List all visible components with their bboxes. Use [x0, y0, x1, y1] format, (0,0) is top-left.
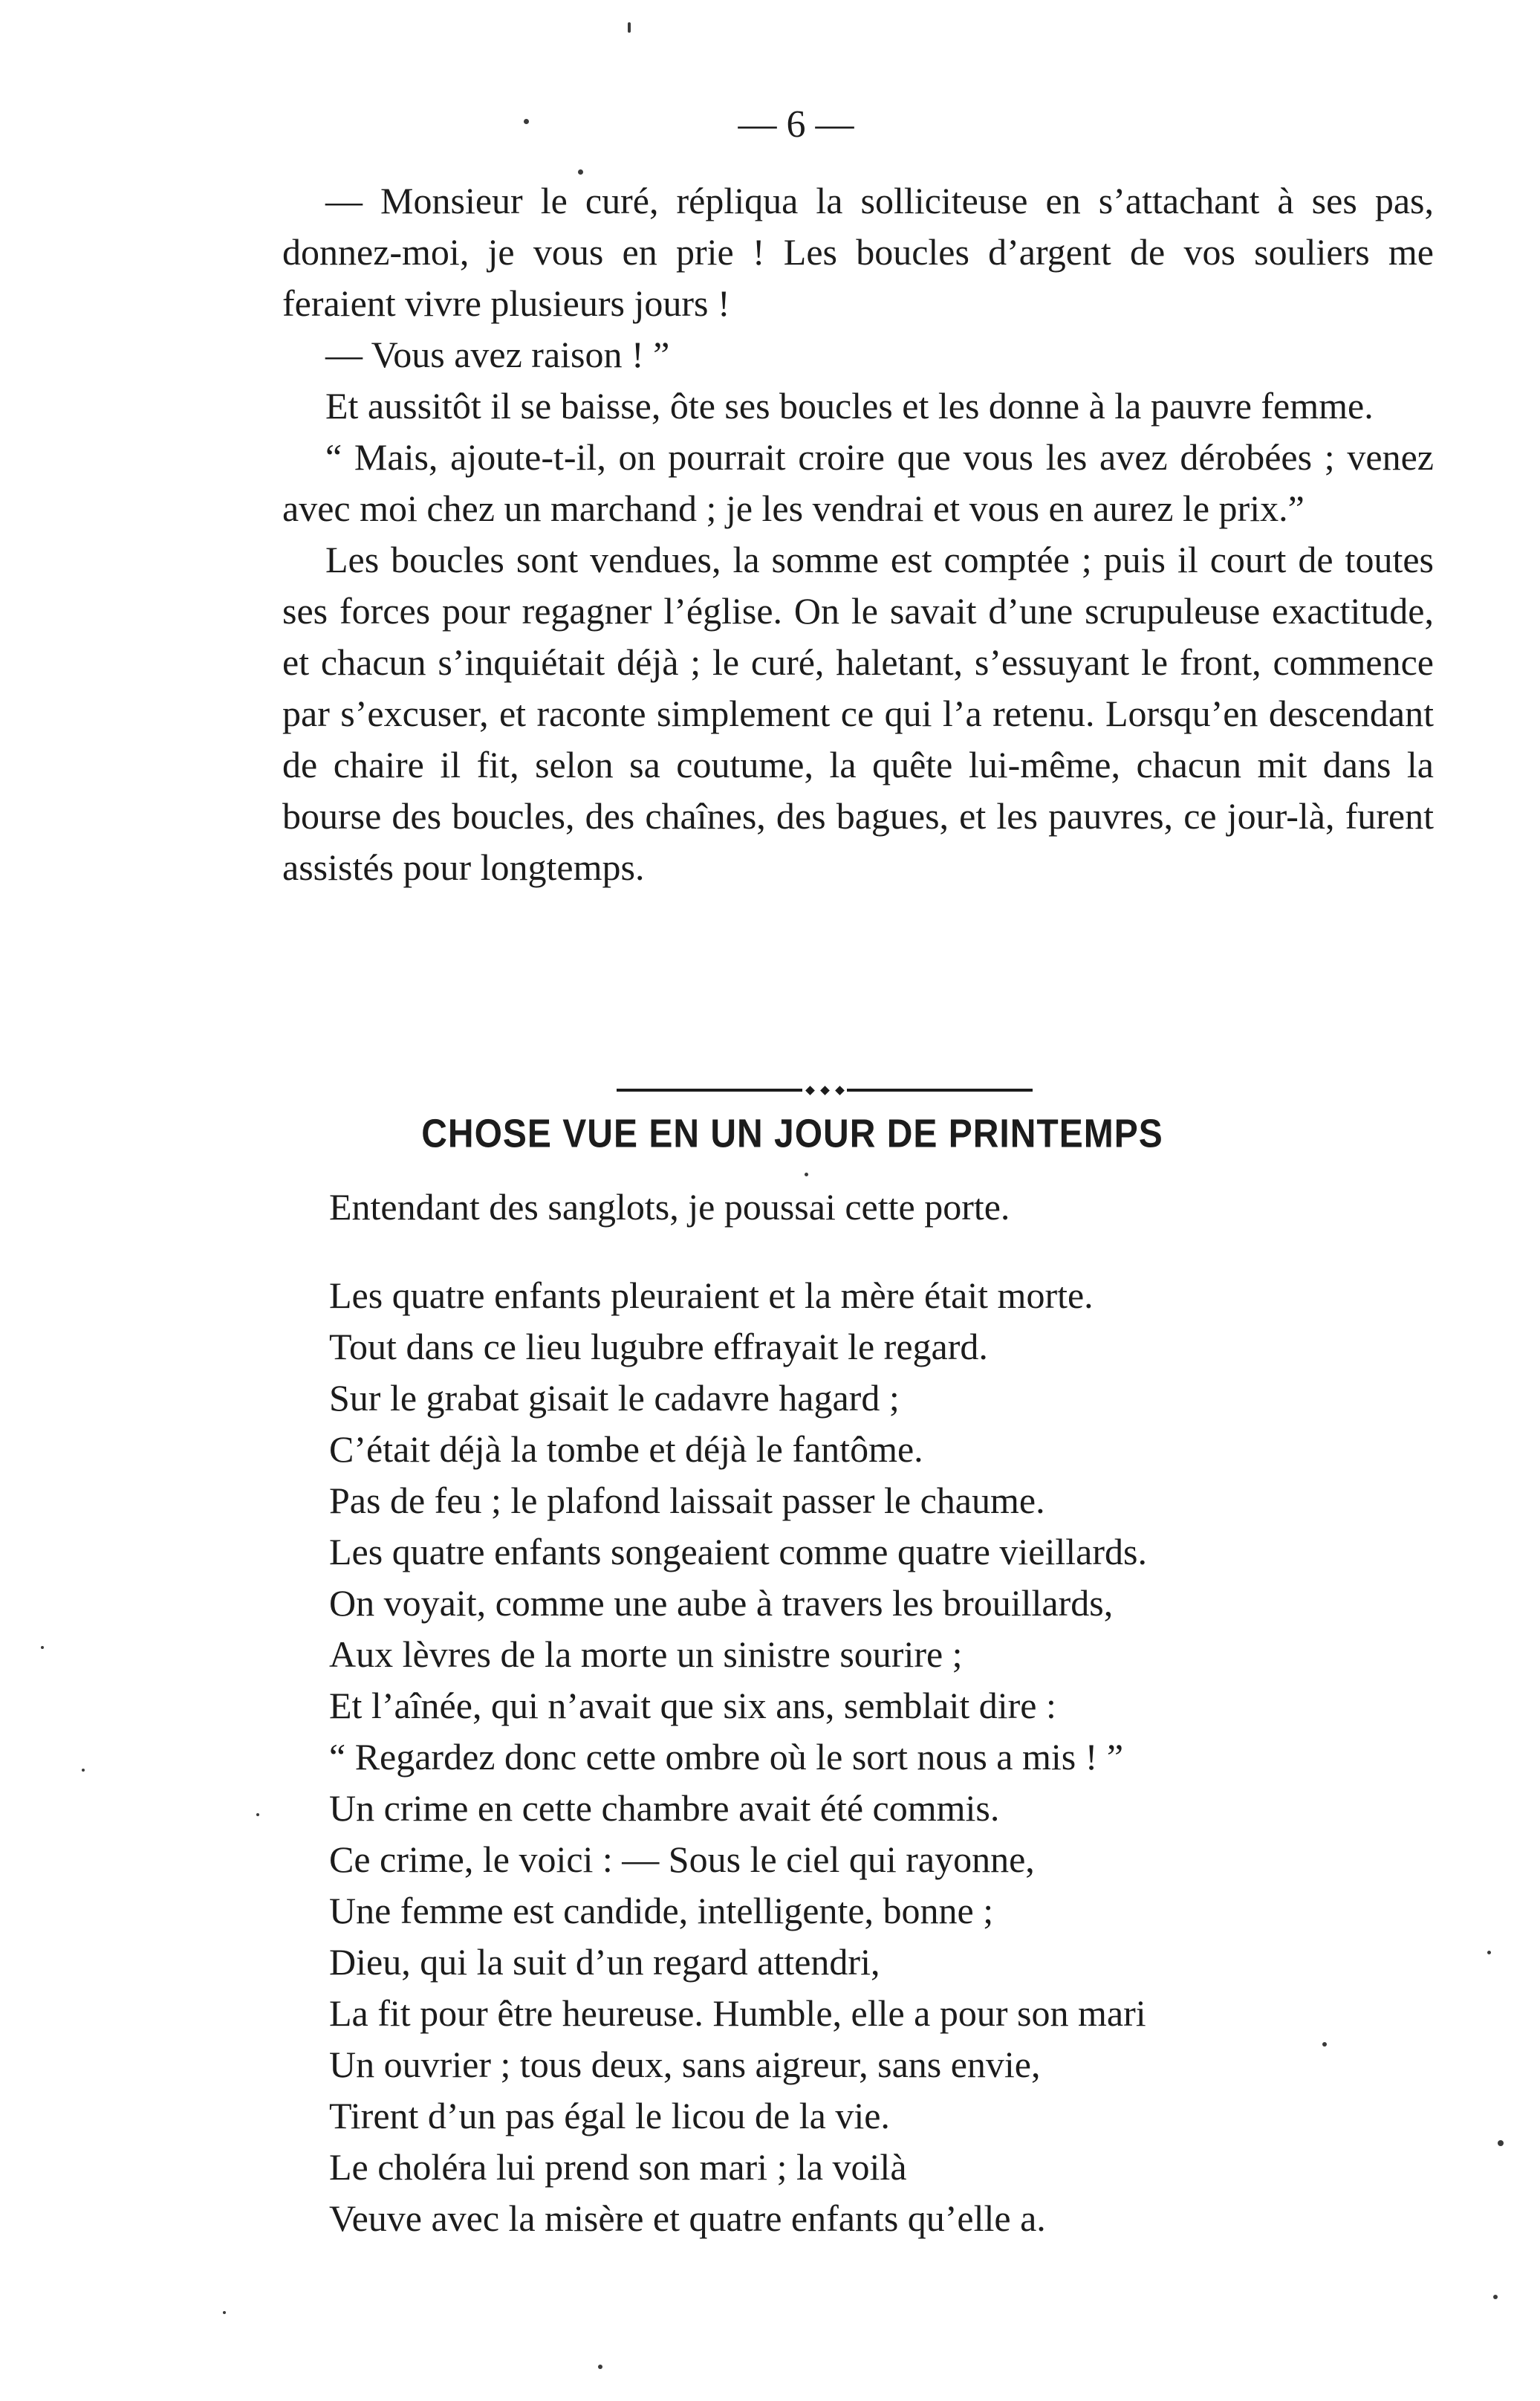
- poem: [329, 1182, 1443, 2244]
- section-title: CHOSE VUE EN UN JOUR DE PRINTEMPS: [421, 1112, 1163, 1156]
- print-speck: [1487, 1951, 1491, 1954]
- prose-paragraph: — Vous avez raison ! ”: [325, 334, 670, 375]
- prose-paragraph: Les boucles sont vendues, la somme est comptée ; puis il court de toutes ses forces pour regagner l’église. On le savait d’une scrupuleuse exactitude, et chacun s’inquiétait déjà ; le curé, haletant, s’essuyant le front, commence par s’excuser, et raconte simplement ce qui l’a retenu. Lorsqu’en descendant de chaire il fit, selon sa coutume, la quête lui-même, chacun mit dans la bourse des boucles, des chaînes, des bagues, et les pauvres, ce jour-là, furent assistés pour longtemps.: [282, 539, 1434, 888]
- poem-line: Ce crime, le voici : — Sous le ciel qui rayonne,: [329, 1838, 1035, 1880]
- print-speck: [82, 1769, 85, 1772]
- poem-line: Un ouvrier ; tous deux, sans aigreur, sans envie,: [329, 2044, 1041, 2085]
- print-speck: [598, 2365, 602, 2369]
- poem-line: Veuve avec la misère et quatre enfants qu’elle a.: [329, 2197, 1046, 2239]
- print-speck: [578, 169, 583, 175]
- section-divider: [617, 1083, 1033, 1097]
- print-speck: [1498, 2140, 1504, 2146]
- divider-rule-left: [617, 1089, 802, 1092]
- poem-line: On voyait, comme une aube à travers les brouillards,: [329, 1582, 1114, 1624]
- print-speck: [628, 22, 631, 33]
- poem-line: Aux lèvres de la morte un sinistre sourire ;: [329, 1633, 963, 1675]
- poem-line: Les quatre enfants pleuraient et la mère était morte.: [329, 1274, 1094, 1316]
- print-speck: [256, 1813, 259, 1816]
- page-number: — 6 —: [738, 103, 854, 146]
- poem-line: C’était déjà la tombe et déjà le fantôme.: [329, 1428, 923, 1470]
- print-speck: [805, 1173, 808, 1176]
- print-speck: [41, 1646, 44, 1649]
- print-speck: [223, 2311, 226, 2314]
- poem-line: La fit pour être heureuse. Humble, elle a pour son mari: [329, 1992, 1146, 2034]
- poem-line: Sur le grabat gisait le cadavre hagard ;: [329, 1377, 900, 1419]
- poem-line: Un crime en cette chambre avait été commis.: [329, 1787, 1000, 1829]
- print-speck: [524, 119, 529, 124]
- poem-line: Une femme est candide, intelligente, bonne ;: [329, 1890, 994, 1931]
- prose-body: [282, 175, 1434, 893]
- prose-paragraph: — Monsieur le curé, répliqua la solliciteuse en s’attachant à ses pas, donnez-moi, je vous en prie ! Les boucles d’argent de vos souliers me feraient vivre plusieurs jours !: [282, 180, 1434, 324]
- prose-paragraph: Et aussitôt il se baisse, ôte ses boucles et les donne à la pauvre femme.: [325, 385, 1374, 427]
- print-speck: [1322, 2042, 1327, 2047]
- poem-stanza: [329, 1270, 1443, 2244]
- poem-line: Le choléra lui prend son mari ; la voilà: [329, 2146, 907, 2188]
- prose-paragraph: “ Mais, ajoute-t-il, on pourrait croire que vous les avez dérobées ; venez avec moi chez un marchand ; je les vendrai et vous en aurez le prix.”: [282, 436, 1434, 529]
- poem-lead-line: Entendant des sanglots, je poussai cette porte.: [329, 1186, 1010, 1228]
- poem-line: Tirent d’un pas égal le licou de la vie.: [329, 2095, 890, 2136]
- poem-line: “ Regardez donc cette ombre où le sort nous a mis ! ”: [329, 1736, 1124, 1778]
- poem-line: Tout dans ce lieu lugubre effrayait le regard.: [329, 1326, 988, 1367]
- divider-ornament-icon: [802, 1083, 847, 1097]
- poem-line: Les quatre enfants songeaient comme quatre vieillards.: [329, 1531, 1147, 1572]
- divider-rule-right: [847, 1089, 1033, 1092]
- poem-line: Et l’aînée, qui n’avait que six ans, semblait dire :: [329, 1685, 1056, 1726]
- print-speck: [1493, 2295, 1498, 2299]
- poem-line: Dieu, qui la suit d’un regard attendri,: [329, 1941, 880, 1983]
- poem-line: Pas de feu ; le plafond laissait passer le chaume.: [329, 1480, 1045, 1521]
